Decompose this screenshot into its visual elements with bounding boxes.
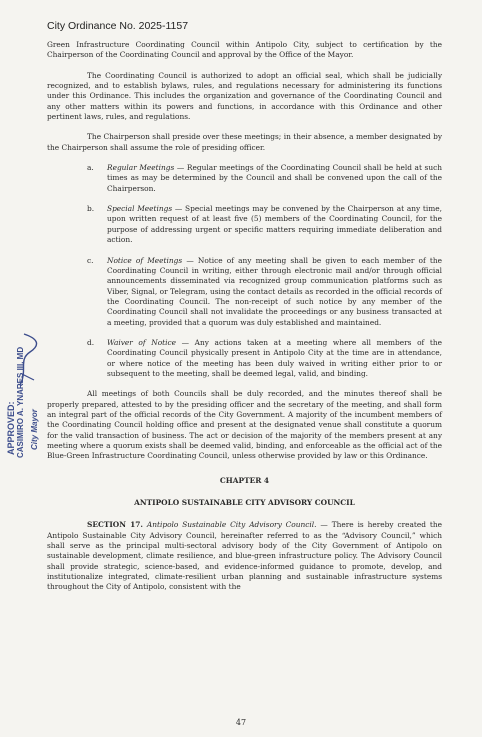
stamp-mayor-title: City Mayor <box>30 409 39 450</box>
ordinance-body <box>47 40 442 603</box>
section-title: Antipolo Sustainable City Advisory Council. <box>146 520 317 530</box>
list-item <box>47 163 442 194</box>
paragraph: Green Infrastructure Coordinating Council within Antipolo City, subject to certification by the Chairperson of the Coordinating Council and approval by the Office of the Mayor. <box>47 40 442 60</box>
paragraph: The Chairperson shall preside over these meetings; in their absence, a member designated by the Chairperson shall assume the role of presiding officer. <box>47 132 442 152</box>
section-label: SECTION 17. <box>87 520 143 530</box>
signature-mark <box>16 330 40 390</box>
paragraph: The Coordinating Council is authorized to adopt an official seal, which shall be judicially recognized, and to establish bylaws, rules, and regulations necessary for administering its functions under this Ordinance. This includes the organization and governance of the Coordinating Council and any other matters within its powers and functions, in accordance with this Ordinance and other pertinent laws, rules, and regulations. <box>47 70 442 122</box>
approval-stamp <box>2 300 44 460</box>
list-item <box>47 256 442 328</box>
list-item-text: — Notice of any meeting shall be given to each member of the Coordinating Council in writing, either through electronic mail and/or through official announcements disseminated via recognized group communication platforms such as Viber, Signal, or Telegram, using the contact details as recorded in the official records of the Coordinating Council. The non-receipt of such notice by any member of the Coordinating Council shall not invalidate the proceedings or any business transacted at a meeting, provided that a quorum was duly established and maintained. <box>107 255 442 327</box>
list-item-text: — Regular meetings of the Coordinating Council shall be held at such times as may be determined by the Council and shall be convened upon the call of the Chairperson. <box>107 163 442 193</box>
paragraph: All meetings of both Councils shall be duly recorded, and the minutes thereof shall be properly prepared, attested to by the presiding officer and the secretary of the meeting, and shall form an integral part of the official records of the City Government. A majority of the incumbent members of the Coordinating Council holding office and present at the designated venue shall constitute a quorum for the valid transaction of business. The act or decision of the majority of the members present at any meeting where a quorum exists shall be deemed valid, binding, and enforceable as the official act of the Blue-Green Infrastructure Coordinating Council, unless otherwise provided by law or this Ordinance. <box>47 389 442 461</box>
stamp-approved-label: APPROVED: <box>6 401 16 455</box>
ordinance-header: City Ordinance No. 2025-1157 <box>47 20 189 32</box>
chapter-label: CHAPTER 4 <box>219 475 270 485</box>
list-marker: d. <box>87 337 95 347</box>
section-paragraph <box>47 520 442 592</box>
list-item-title: Waiver of Notice <box>107 337 177 347</box>
list-marker: c. <box>87 255 94 265</box>
list-item-text: — Any actions taken at a meeting where all members of the Coordinating Council physically present in Antipolo City at the time are in attendance, or where notice of the meeting has been duly waived in writing either prior to or subsequent to the meeting, shall be deemed legal, valid, and binding. <box>107 337 443 378</box>
list-marker: a. <box>87 163 94 173</box>
list-item <box>47 338 442 379</box>
chapter-title: ANTIPOLO SUSTAINABLE CITY ADVISORY COUNCIL <box>134 498 355 508</box>
meetings-list <box>47 163 442 379</box>
page-number: 47 <box>235 718 247 727</box>
list-item-title: Special Meetings <box>107 204 173 214</box>
list-item-title: Regular Meetings <box>107 163 175 173</box>
stamp-mayor-name: CASIMIRO A. YNARES III, MD <box>16 346 25 458</box>
list-item-title: Notice of Meetings <box>107 255 183 265</box>
section-text: — There is hereby created the Antipolo Sustainable City Advisory Council, hereinafter referred to as the “Advisory Council,” which shall serve as the principal multi-sectoral advisory body of the City Government of Antipolo on sustainable development, climate resilience, and blue-green infrastructure policy. The Advisory Council shall provide strategic, science-based, and evidence-informed guidance to promote, develop, and institutionalize integrated, climate-resilient urban planning and sustainable infrastructure systems throughout the City of Antipolo, consistent with the <box>47 520 443 592</box>
list-marker: b. <box>87 204 95 214</box>
list-item-text: — Special meetings may be convened by the Chairperson at any time, upon written request of at least five (5) members of the Coordinating Council, for the purpose of addressing urgent or specific matters requiring immediate deliberation and action. <box>107 204 442 245</box>
list-item <box>47 204 442 245</box>
